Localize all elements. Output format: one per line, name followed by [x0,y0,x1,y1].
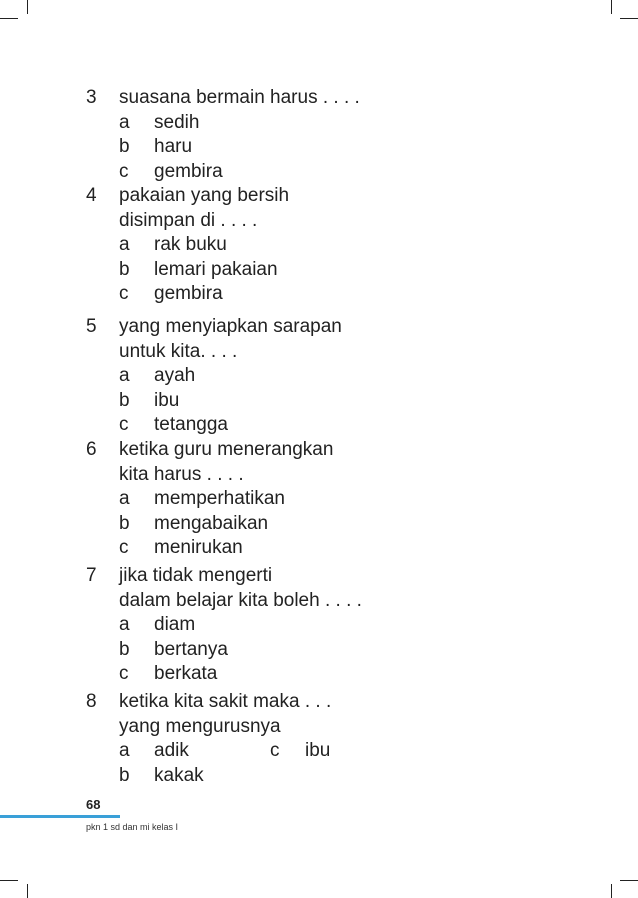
option-text: lemari pakaian [154,258,278,280]
question-5 [86,315,342,438]
question-stem: pakaian yang bersih [119,185,290,206]
question-number: 5 [86,316,97,337]
question-stem: kita harus . . . . [119,463,244,485]
option-text: diam [154,614,196,635]
question-3 [86,86,360,184]
option-a [119,111,360,136]
option-a [119,233,289,258]
option-text: tetangga [154,414,228,435]
crop-mark [611,884,612,898]
question-number: 8 [86,691,97,712]
question-stem: disimpan di . . . . [119,209,258,231]
question-number: 4 [86,185,97,206]
question-8 [86,690,331,788]
option-row [119,739,331,764]
question-stem: jika tidak mengerti [119,565,273,586]
option-letter: a [119,740,130,761]
option-letter: a [119,234,130,255]
option-text: rak buku [154,234,227,255]
option-text: memperhatikan [154,488,285,509]
option-letter: a [119,365,130,386]
option-c [119,662,362,687]
option-letter: b [119,512,130,534]
option-letter: a [119,614,130,635]
option-text: menirukan [154,537,243,558]
question-7 [86,564,362,687]
crop-mark [611,0,612,14]
option-letter: b [119,764,130,786]
option-text: gembira [154,283,223,304]
option-letter: c [119,414,129,435]
option-letter: c [270,740,280,761]
question-4 [86,184,289,307]
option-b [119,638,362,663]
option-a [119,613,362,638]
option-b [119,512,333,537]
option-letter: c [119,283,129,304]
option-a [119,364,342,389]
option-c [119,413,342,438]
option-text: ibu [154,389,180,411]
option-b [119,258,289,283]
option-letter: c [119,537,129,558]
option-letter: b [119,136,130,157]
page-number: 68 [86,797,101,812]
option-text: ibu [305,740,331,761]
option-letter: a [119,111,130,133]
option-text: kakak [154,764,204,786]
option-letter: a [119,488,130,509]
option-c [119,282,289,307]
crop-mark [27,884,28,898]
option-text: berkata [154,663,218,684]
option-a [119,487,333,512]
option-letter: b [119,258,130,280]
crop-mark [0,18,18,19]
question-stem: ketika guru menerangkan [119,439,334,460]
crop-mark [620,880,638,881]
option-letter: c [119,160,129,182]
crop-mark [0,880,18,881]
option-b [119,764,331,789]
option-c [119,160,360,185]
question-stem: ketika kita sakit maka . . . [119,691,332,712]
crop-mark [27,0,28,14]
option-text: ayah [154,365,196,386]
option-c [119,536,333,561]
crop-mark [620,18,638,19]
question-6 [86,438,333,561]
question-number: 7 [86,565,97,586]
option-text: gembira [154,160,223,182]
option-letter: c [119,663,129,684]
question-stem: suasana bermain harus . . . . [119,87,360,108]
option-b [119,135,360,160]
option-text: bertanya [154,638,228,660]
question-stem: untuk kita. . . . [119,340,238,362]
option-text: haru [154,136,193,157]
question-number: 3 [86,87,97,108]
question-stem: dalam belajar kita boleh . . . . [119,589,362,611]
footer-rule [0,815,120,818]
option-text: adik [154,740,189,761]
question-stem: yang mengurusnya [119,715,281,737]
book-title: pkn 1 sd dan mi kelas I [86,822,179,832]
question-number: 6 [86,439,97,460]
option-letter: b [119,638,130,660]
option-b [119,389,342,414]
option-text: sedih [154,111,200,133]
option-letter: b [119,389,130,411]
option-text: mengabaikan [154,512,269,534]
question-stem: yang menyiapkan sarapan [119,316,342,337]
